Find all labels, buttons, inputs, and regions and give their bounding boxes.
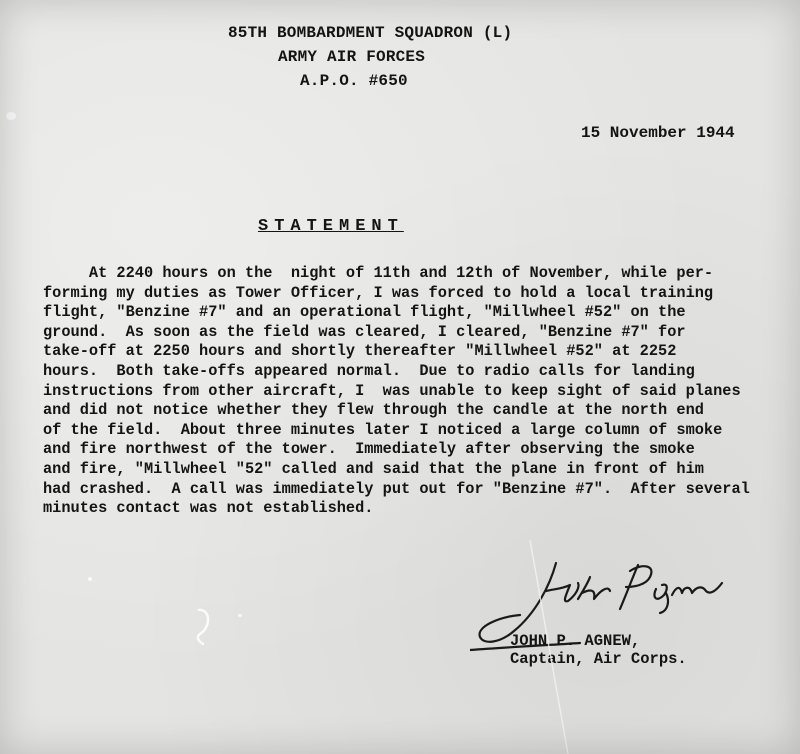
branch-line: ARMY AIR FORCES [278, 48, 426, 66]
statement-line: forming my duties as Tower Officer, I was forced to hold a local training [43, 283, 714, 302]
statement-line: and fire, "Millwheel "52" called and said that the plane in front of him [43, 459, 704, 478]
statement-line: instructions from other aircraft, I was unable to keep sight of said planes [43, 381, 741, 400]
statement-line: hours. Both take-offs appeared normal. Due to radio calls for landing [43, 361, 695, 380]
document-title: STATEMENT [258, 217, 404, 236]
statement-line: had crashed. A call was immediately put out for "Benzine #7". After several [43, 479, 750, 498]
paper-speck [238, 614, 242, 617]
statement-body [43, 264, 783, 519]
statement-line: flight, "Benzine #7" and an operational flight, "Millwheel #52" on the [43, 303, 686, 322]
statement-line: and did not notice whether they flew through the candle at the north end [43, 401, 704, 420]
statement-line: of the field. About three minutes later I noticed a large column of smoke [43, 420, 723, 439]
statement-line: minutes contact was not established. [43, 499, 374, 518]
statement-line: and fire northwest of the tower. Immediately after observing the smoke [43, 440, 695, 459]
paper-speck [88, 577, 92, 581]
signatory-rank: Captain, Air Corps. [510, 650, 687, 668]
paper-crease [180, 600, 220, 650]
statement-line: take-off at 2250 hours and shortly thereafter "Millwheel #52" at 2252 [43, 342, 677, 361]
document-date: 15 November 1944 [581, 124, 735, 142]
paper-speck [6, 112, 16, 120]
statement-line: ground. As soon as the field was cleared, I cleared, "Benzine #7" for [43, 322, 686, 341]
apo-line: A.P.O. #650 [300, 72, 408, 90]
unit-line: 85TH BOMBARDMENT SQUADRON (L) [228, 24, 513, 42]
statement-line: At 2240 hours on the night of 11th and 12th of November, while per- [43, 264, 714, 282]
signatory-name: JOHN P. AGNEW, [510, 632, 641, 650]
